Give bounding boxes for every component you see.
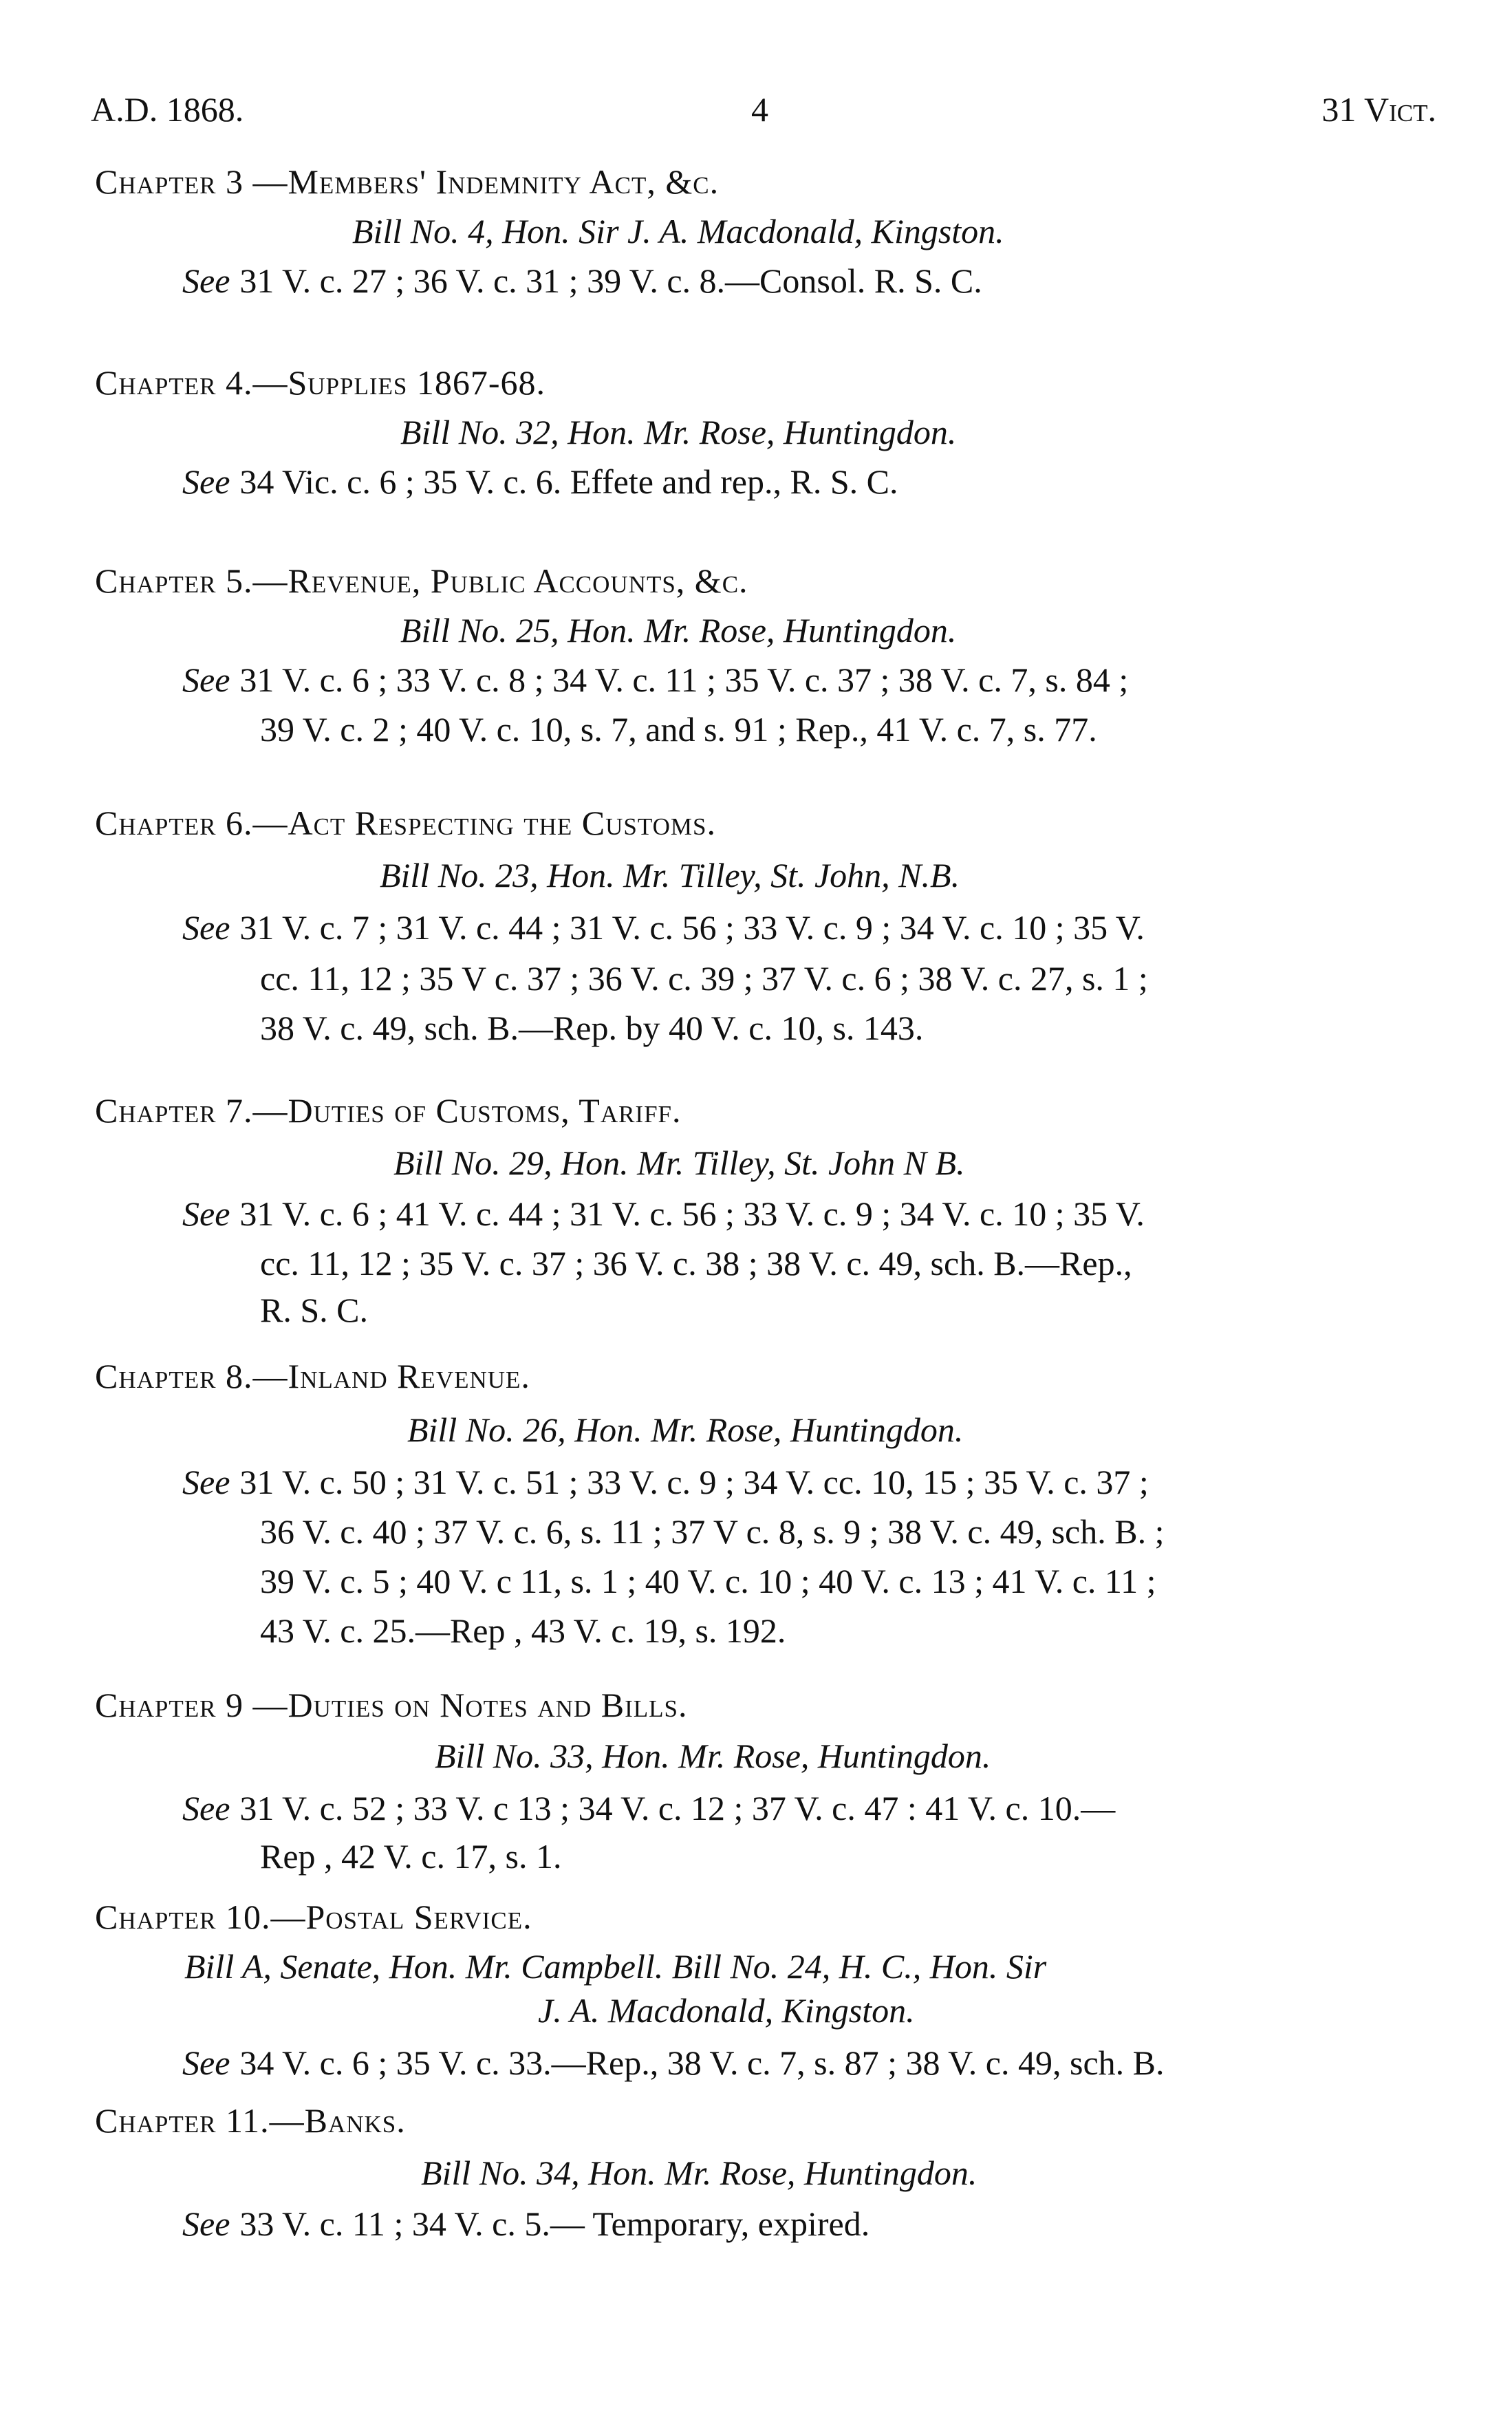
see-label: See: [182, 261, 230, 300]
see-references: [182, 903, 1441, 952]
see-label: See: [182, 1194, 230, 1233]
see-line: 38 V. c. 49, sch. B.—Rep. by 40 V. c. 10, s. 143.: [260, 1009, 924, 1047]
see-label: See: [182, 1463, 230, 1501]
see-label: See: [182, 2204, 230, 2243]
see-references: [182, 1783, 1441, 1833]
bill-reference: Bill No. 32, Hon. Mr. Rose, Huntingdon.: [400, 413, 957, 451]
see-line: cc. 11, 12 ; 35 V c. 37 ; 36 V. c. 39 ; 37 V. c. 6 ; 38 V. c. 27, s. 1 ;: [260, 959, 1148, 998]
see-line: 31 V. c. 27 ; 36 V. c. 31 ; 39 V. c. 8.—Consol. R. S. C.: [239, 261, 982, 300]
see-line: 31 V. c. 6 ; 41 V. c. 44 ; 31 V. c. 56 ; 33 V. c. 9 ; 34 V. c. 10 ; 35 V.: [239, 1194, 1145, 1233]
see-line: 31 V. c. 6 ; 33 V. c. 8 ; 34 V. c. 11 ; 35 V. c. 37 ; 38 V. c. 7, s. 84 ;: [239, 661, 1129, 699]
bill-reference: Bill No. 33, Hon. Mr. Rose, Huntingdon.: [435, 1737, 991, 1775]
see-references: [182, 1457, 1441, 1507]
header-year: A.D. 1868.: [91, 90, 244, 129]
chapter-heading: Chapter 6.—Act Respecting the Customs.: [95, 804, 717, 842]
bill-reference-continued: J. A. Macdonald, Kingston.: [538, 1991, 915, 2030]
see-references: [182, 655, 1441, 705]
see-line: 31 V. c. 50 ; 31 V. c. 51 ; 33 V. c. 9 ; 34 V. cc. 10, 15 ; 35 V. c. 37 ;: [239, 1463, 1149, 1501]
see-line: 31 V. c. 52 ; 33 V. c 13 ; 34 V. c. 12 ; 37 V. c. 47 : 41 V. c. 10.—: [239, 1789, 1116, 1827]
chapter-heading: Chapter 10.—Postal Service.: [95, 1898, 532, 1936]
see-references: [182, 2199, 1441, 2248]
see-line: 34 Vic. c. 6 ; 35 V. c. 6. Effete and rep., R. S. C.: [239, 462, 898, 501]
chapter-heading: Chapter 7.—Duties of Customs, Tariff.: [95, 1091, 682, 1130]
see-line: 31 V. c. 7 ; 31 V. c. 44 ; 31 V. c. 56 ; 33 V. c. 9 ; 34 V. c. 10 ; 35 V.: [239, 908, 1145, 947]
chapter-heading: Chapter 11.—Banks.: [95, 2101, 406, 2140]
chapter-heading: Chapter 3 —Members' Indemnity Act, &c.: [95, 162, 720, 201]
chapter-heading: Chapter 9 —Duties on Notes and Bills.: [95, 1686, 688, 1724]
see-label: See: [182, 462, 230, 501]
see-references: [182, 1189, 1441, 1238]
see-line: 36 V. c. 40 ; 37 V. c. 6, s. 11 ; 37 V c. 8, s. 9 ; 38 V. c. 49, sch. B. ;: [260, 1512, 1165, 1551]
see-label: See: [182, 2043, 230, 2082]
running-header: [0, 89, 1512, 144]
see-line: 39 V. c. 2 ; 40 V. c. 10, s. 7, and s. 91 ; Rep., 41 V. c. 7, s. 77.: [260, 710, 1097, 749]
bill-reference: Bill No. 29, Hon. Mr. Tilley, St. John N B.: [393, 1144, 965, 1182]
chapter-heading: Chapter 5.—Revenue, Public Accounts, &c.: [95, 561, 748, 600]
header-regnal-year: 31 Vict.: [1321, 90, 1436, 129]
see-references: [182, 457, 1441, 506]
bill-reference: Bill A, Senate, Hon. Mr. Campbell. Bill No. 24, H. C., Hon. Sir: [184, 1947, 1047, 1986]
bill-reference: Bill No. 34, Hon. Mr. Rose, Huntingdon.: [421, 2154, 978, 2192]
bill-reference: Bill No. 23, Hon. Mr. Tilley, St. John, N.B.: [380, 856, 960, 894]
see-references: [182, 256, 1441, 305]
see-label: See: [182, 908, 230, 947]
chapter-heading: Chapter 4.—Supplies 1867-68.: [95, 363, 546, 402]
see-line: 33 V. c. 11 ; 34 V. c. 5.— Temporary, expired.: [239, 2204, 870, 2243]
see-line: 39 V. c. 5 ; 40 V. c 11, s. 1 ; 40 V. c. 10 ; 40 V. c. 13 ; 41 V. c. 11 ;: [260, 1562, 1156, 1600]
see-label: See: [182, 1789, 230, 1827]
bill-reference: Bill No. 4, Hon. Sir J. A. Macdonald, Kingston.: [352, 212, 1004, 250]
bill-reference: Bill No. 26, Hon. Mr. Rose, Huntingdon.: [407, 1410, 964, 1449]
see-references: [182, 2038, 1441, 2087]
bill-reference: Bill No. 25, Hon. Mr. Rose, Huntingdon.: [400, 611, 957, 650]
chapter-heading: Chapter 8.—Inland Revenue.: [95, 1357, 530, 1395]
see-line: cc. 11, 12 ; 35 V. c. 37 ; 36 V. c. 38 ; 38 V. c. 49, sch. B.—Rep.,: [260, 1244, 1132, 1282]
see-line: R. S. C.: [260, 1291, 369, 1329]
see-line: Rep , 42 V. c. 17, s. 1.: [260, 1837, 562, 1876]
page-number: 4: [751, 90, 768, 129]
see-line: 43 V. c. 25.—Rep , 43 V. c. 19, s. 192.: [260, 1611, 786, 1650]
see-line: 34 V. c. 6 ; 35 V. c. 33.—Rep., 38 V. c. 7, s. 87 ; 38 V. c. 49, sch. B.: [239, 2043, 1165, 2082]
see-label: See: [182, 661, 230, 699]
